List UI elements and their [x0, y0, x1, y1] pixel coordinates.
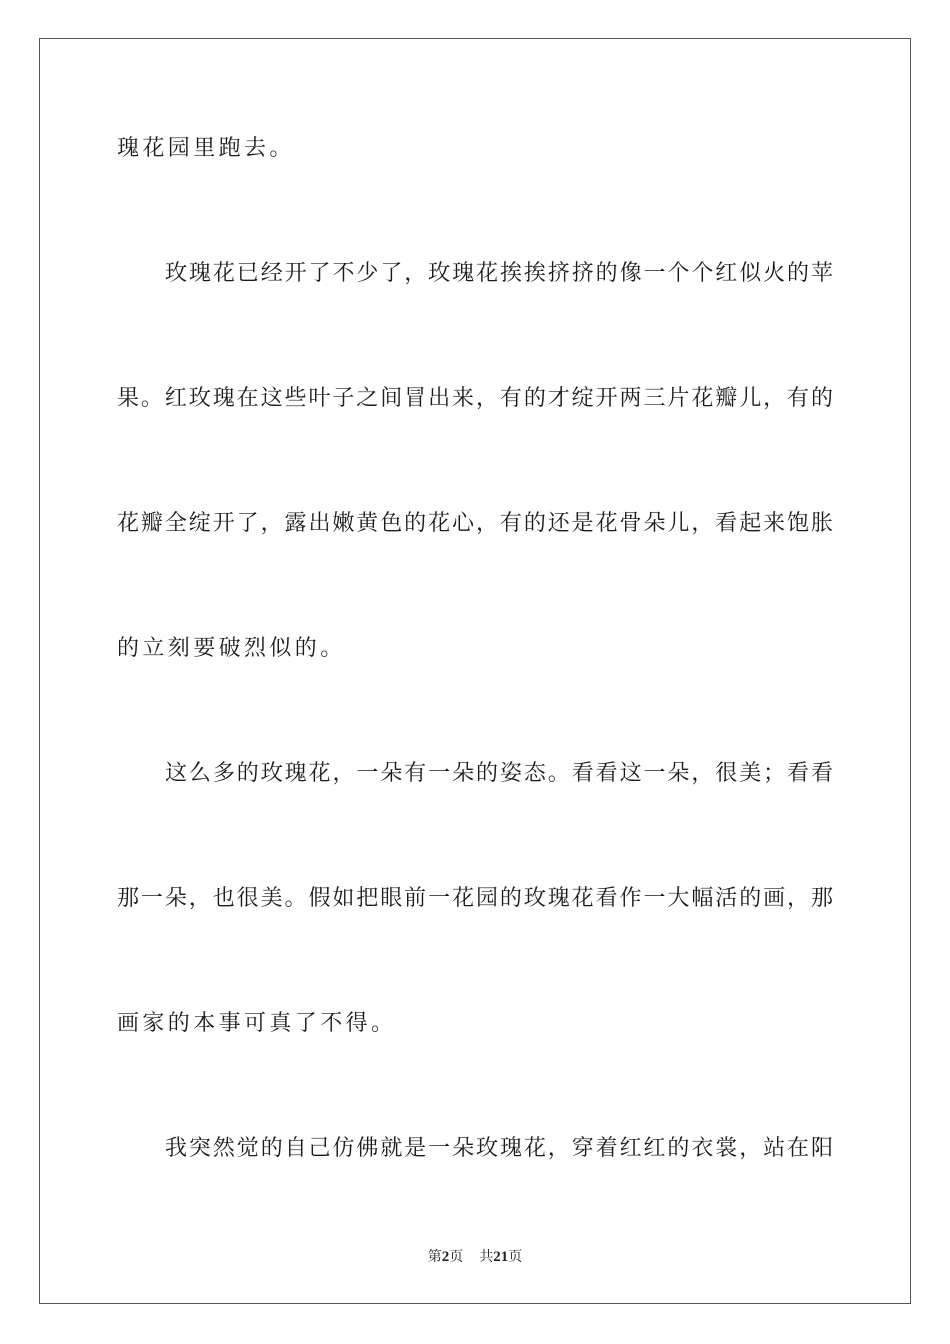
paragraph-line: 我突然觉的自己仿佛就是一朵玫瑰花，穿着红红的衣裳，站在阳	[165, 1136, 833, 1161]
paragraph-line: 画家的本事可真了不得。	[117, 1011, 397, 1036]
page-prefix: 第	[427, 1249, 442, 1265]
total-suffix: 页	[508, 1249, 523, 1265]
paragraph-line: 那一朵，也很美。假如把眼前一花园的玫瑰花看作一大幅活的画，那	[117, 886, 833, 911]
paragraph-line: 瑰花园里跑去。	[117, 136, 295, 161]
total-prefix: 共	[479, 1249, 494, 1265]
page-suffix: 页	[449, 1249, 464, 1265]
page-border	[39, 38, 911, 1304]
total-pages: 21	[493, 1249, 509, 1265]
page-footer	[0, 1248, 950, 1266]
paragraph-line: 果。红玫瑰在这些叶子之间冒出来，有的才绽开两三片花瓣儿，有的	[117, 386, 833, 411]
page-number: 2	[441, 1249, 450, 1265]
paragraph-line: 花瓣全绽开了，露出嫩黄色的花心，有的还是花骨朵儿，看起来饱胀	[117, 511, 833, 536]
paragraph-line: 的立刻要破烈似的。	[117, 636, 346, 661]
paragraph-line: 玫瑰花已经开了不少了，玫瑰花挨挨挤挤的像一个个红似火的苹	[165, 261, 833, 286]
paragraph-line: 这么多的玫瑰花，一朵有一朵的姿态。看看这一朵，很美；看看	[165, 761, 833, 786]
